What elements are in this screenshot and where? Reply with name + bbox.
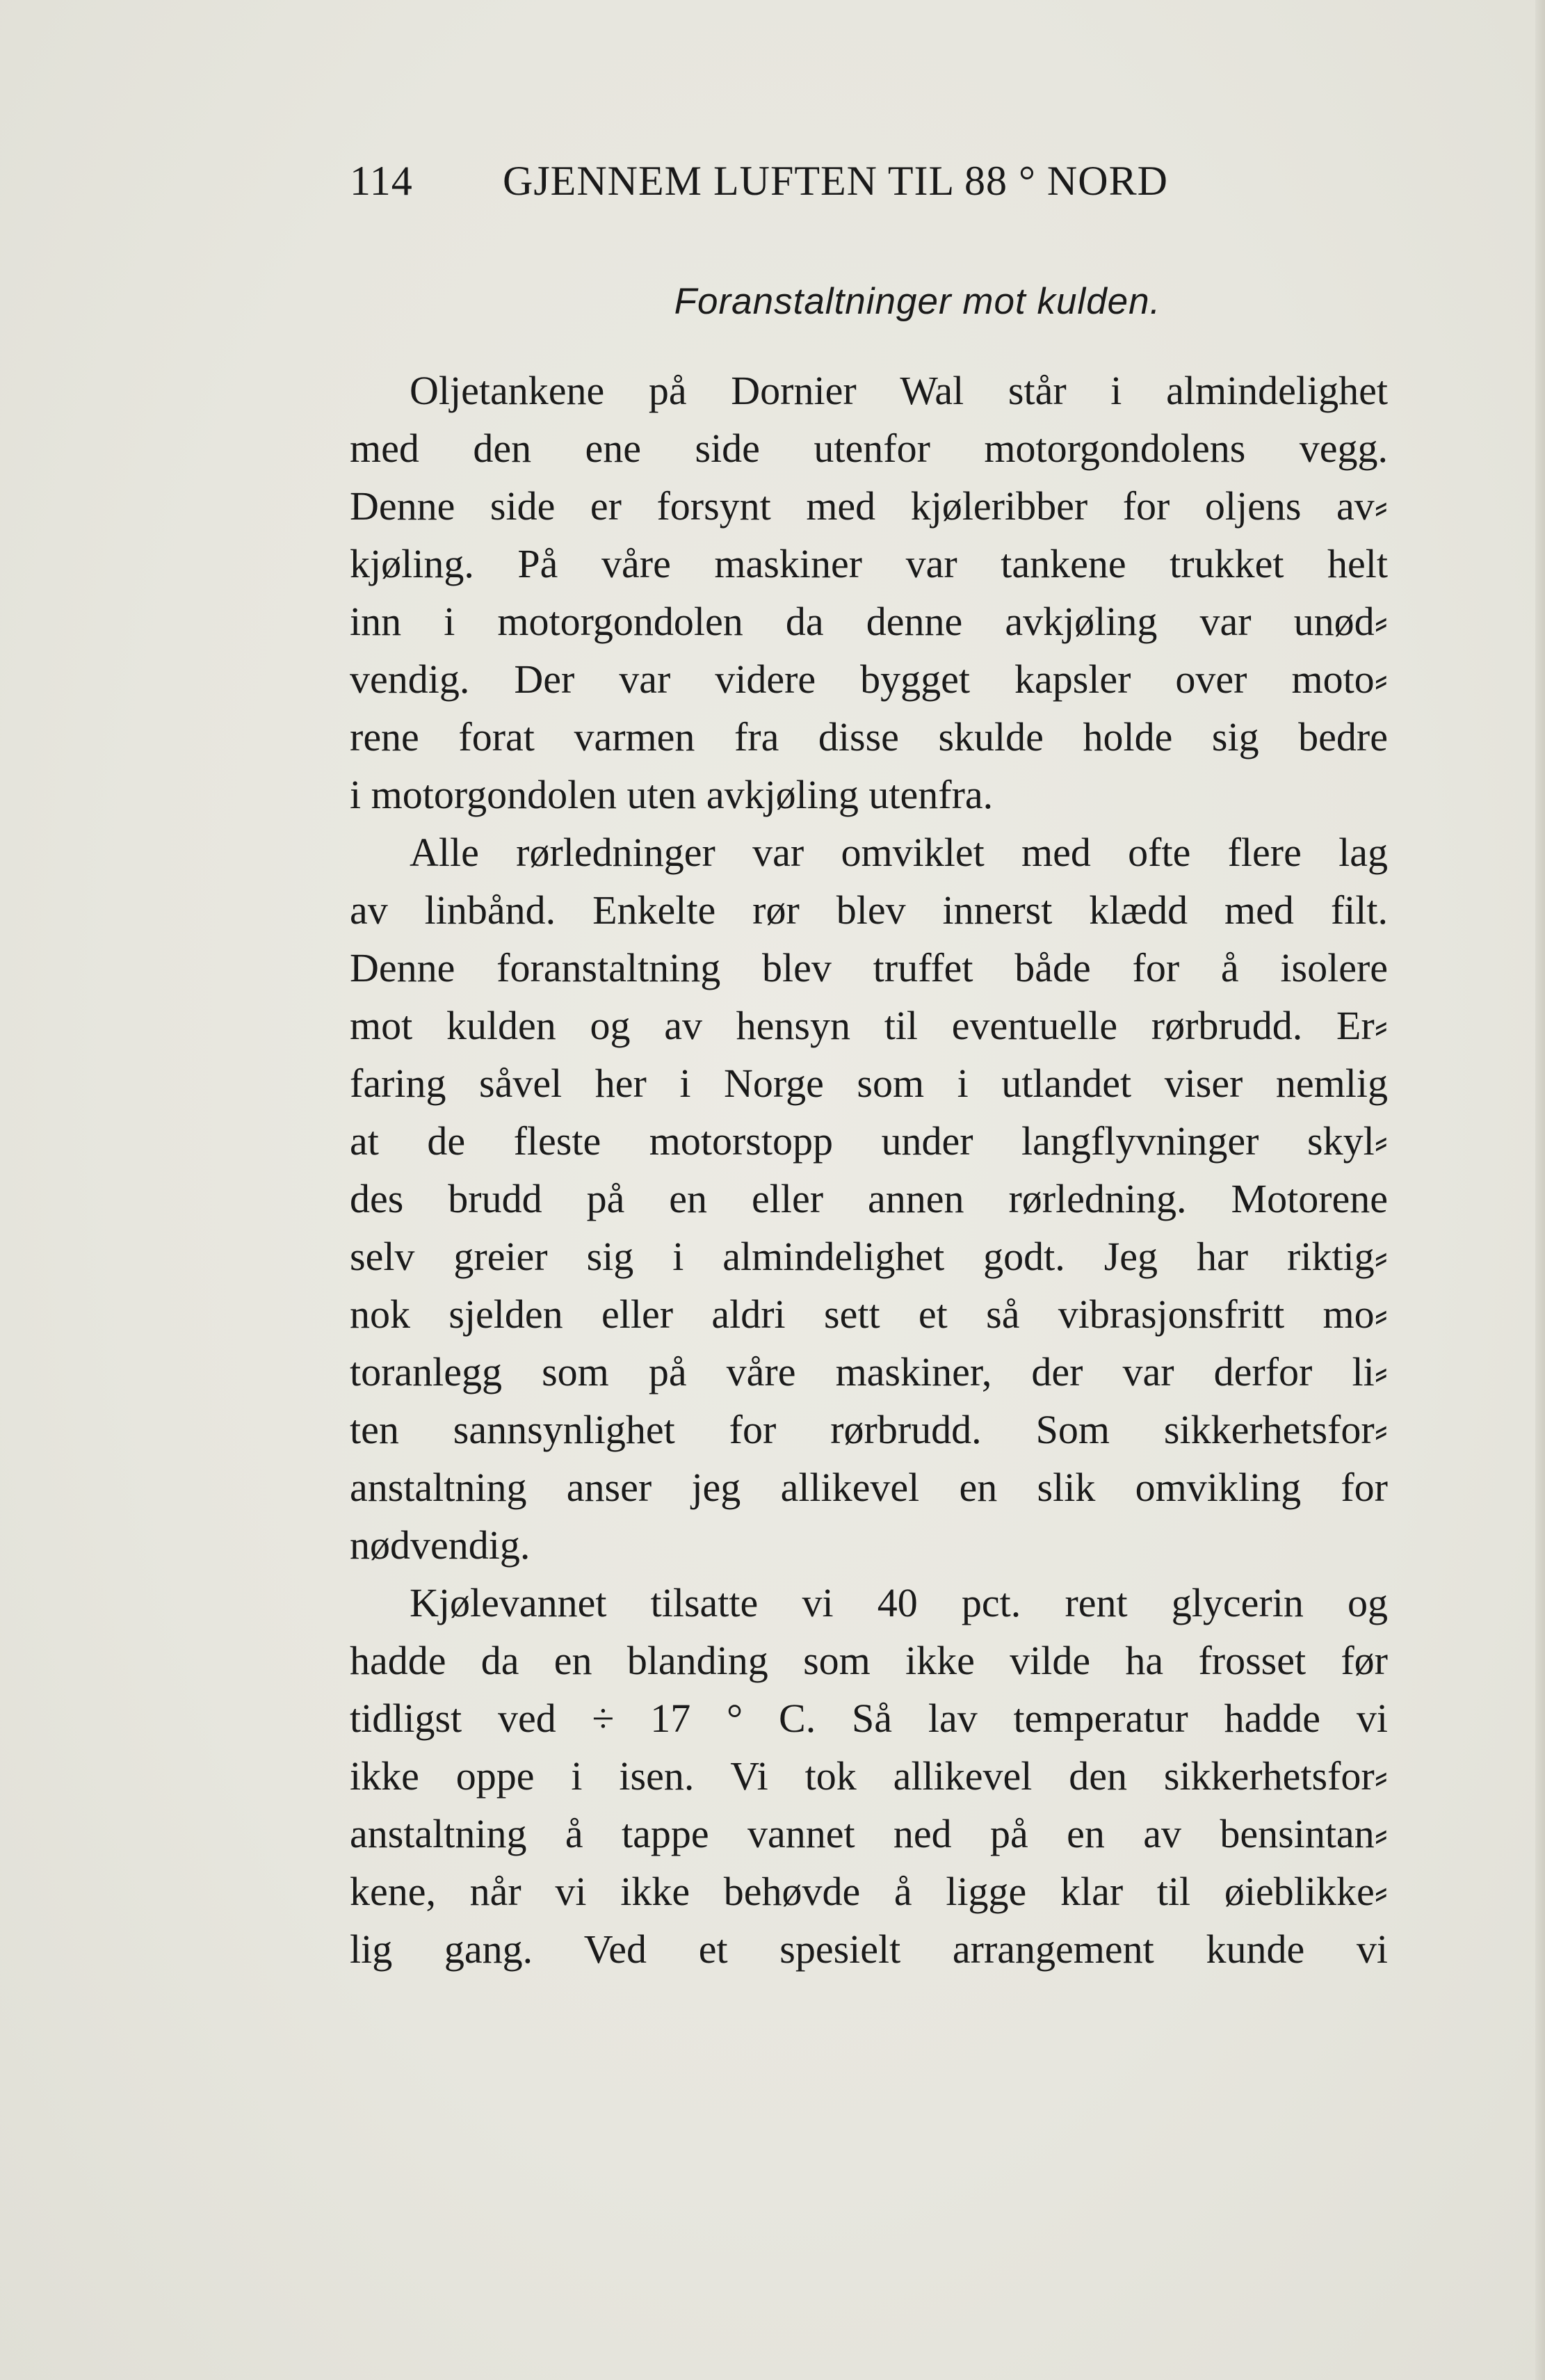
text-line: at de fleste motorstopp under langflyvninger skyl⸗ (350, 1118, 1388, 1164)
text-line: nødvendig. (350, 1522, 531, 1568)
page-edge (1535, 0, 1545, 2380)
text-line: av linbånd. Enkelte rør blev innerst klædd med filt. (350, 887, 1388, 933)
text-line: selv greier sig i almindelighet godt. Jeg har riktig⸗ (350, 1234, 1388, 1279)
text-line: Denne side er forsynt med kjøleribber for oljens av⸗ (350, 483, 1388, 529)
running-title: GJENNEM LUFTEN TIL 88 ° NORD (503, 158, 1168, 204)
text-line: nok sjelden eller aldri sett et så vibrasjonsfritt mo⸗ (350, 1292, 1388, 1337)
text-line: Alle rørledninger var omviklet med ofte flere lag (410, 830, 1388, 875)
text-line: des brudd på en eller annen rørledning. Motorene (350, 1176, 1388, 1221)
body-text (350, 362, 1388, 1978)
text-line: tidligst ved ÷ 17 ° C. Så lav temperatur hadde vi (350, 1696, 1388, 1741)
text-line: hadde da en blanding som ikke vilde ha frosset før (350, 1638, 1388, 1683)
text-line: kjøling. På våre maskiner var tankene trukket helt (350, 541, 1388, 586)
text-line: toranlegg som på våre maskiner, der var derfor li⸗ (350, 1349, 1388, 1394)
text-line: anstaltning anser jeg allikevel en slik omvikling for (350, 1465, 1388, 1510)
text-line: rene forat varmen fra disse skulde holde sig bedre (350, 714, 1388, 759)
text-line: Oljetankene på Dornier Wal står i almindelighet (410, 368, 1388, 413)
text-line: med den ene side utenfor motorgondolens vegg. (350, 426, 1388, 471)
text-line: kene, når vi ikke behøvde å ligge klar til øieblikke⸗ (350, 1869, 1388, 1914)
page-header (350, 157, 1247, 213)
text-line: ikke oppe i isen. Vi tok allikevel den sikkerhetsfor⸗ (350, 1753, 1388, 1799)
text-line: inn i motorgondolen da denne avkjøling var unød⸗ (350, 599, 1388, 644)
text-line: anstaltning å tappe vannet ned på en av bensintan⸗ (350, 1811, 1388, 1856)
text-line: faring såvel her i Norge som i utlandet viser nemlig (350, 1061, 1388, 1106)
section-title: Foranstaltninger mot kulden. (674, 281, 1161, 322)
text-line: Kjølevannet tilsatte vi 40 pct. rent glycerin og (410, 1580, 1388, 1625)
text-line: lig gang. Ved et spesielt arrangement kunde vi (350, 1927, 1388, 1972)
text-line: vendig. Der var videre bygget kapsler over moto⸗ (350, 657, 1388, 702)
text-line: ten sannsynlighet for rørbrudd. Som sikkerhetsfor⸗ (350, 1407, 1388, 1452)
page-number: 114 (350, 158, 413, 204)
text-line: Denne foranstaltning blev truffet både for å isolere (350, 945, 1388, 990)
text-line: i motorgondolen uten avkjøling utenfra. (350, 772, 994, 817)
text-line: mot kulden og av hensyn til eventuelle rørbrudd. Er⸗ (350, 1003, 1388, 1048)
